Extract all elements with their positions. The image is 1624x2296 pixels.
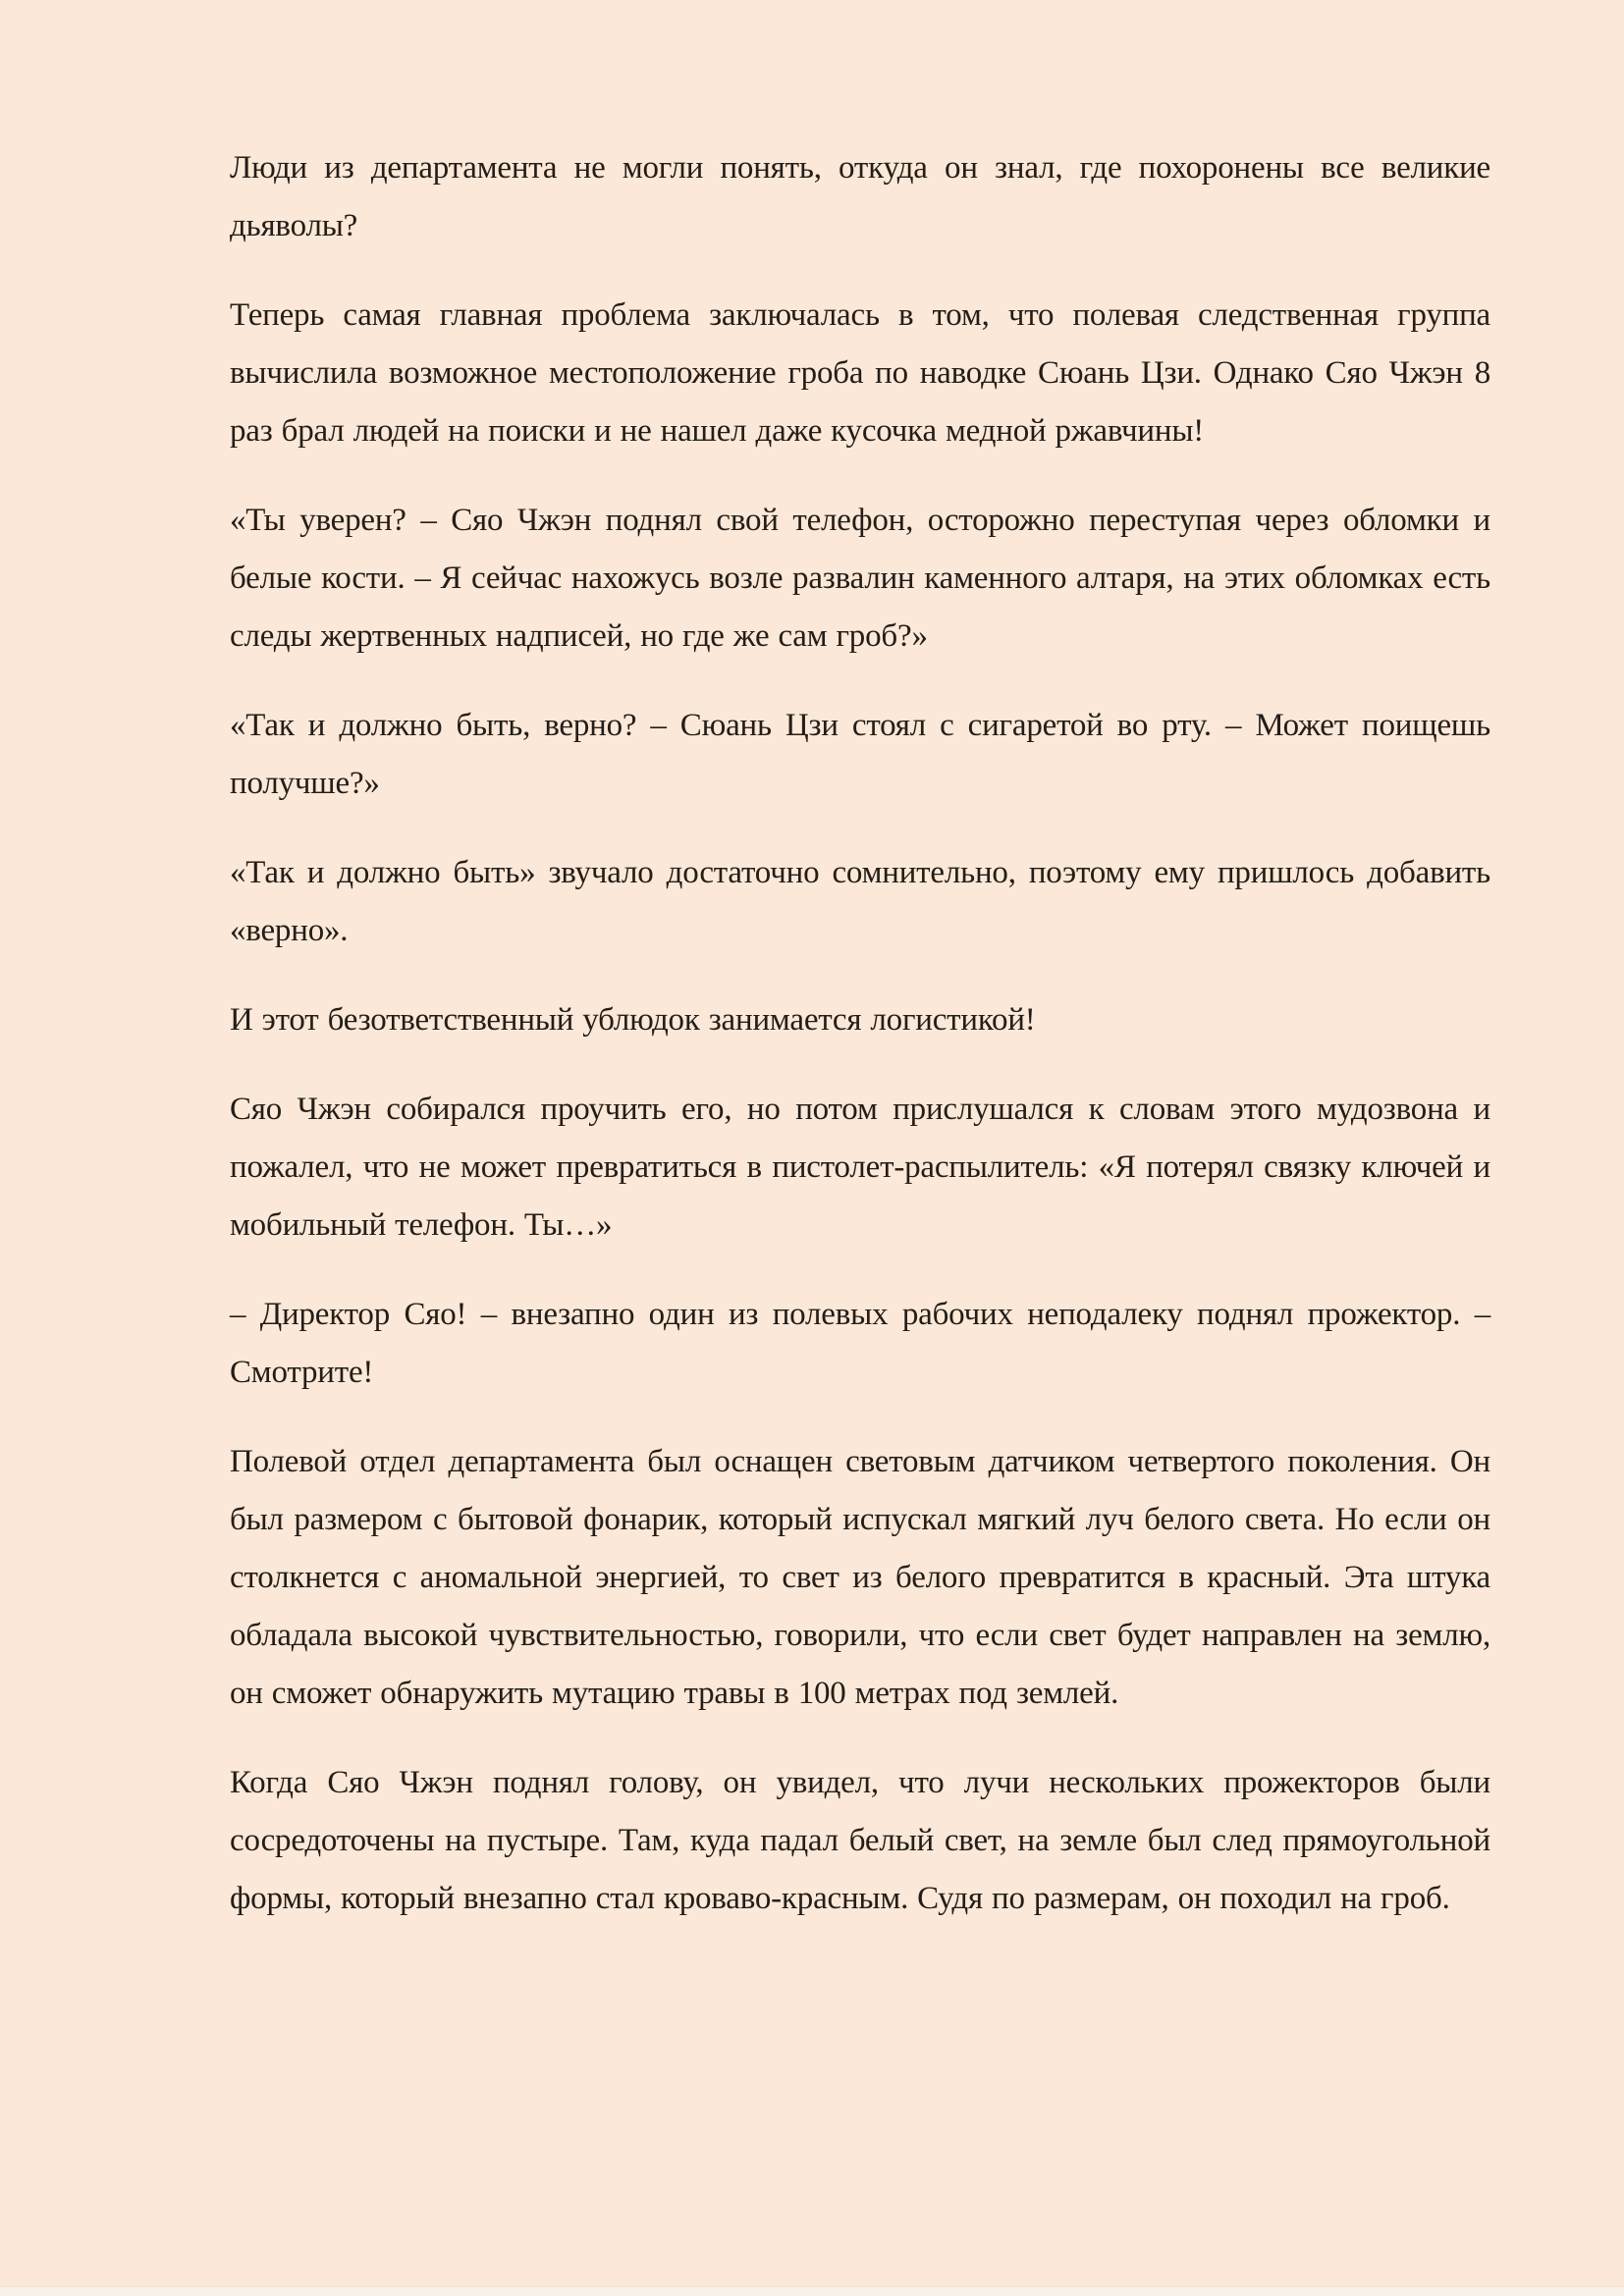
paragraph: – Директор Сяо! – внезапно один из полевых рабочих неподалеку поднял прожектор. – Смотрите! — [230, 1297, 1490, 1390]
paragraph: Полевой отдел департамента был оснащен световым датчиком четвертого поколения. Он был размером с бытовой фонарик, который испускал мягкий луч белого света. Но если он столкнется с аномальной энергией, то свет из белого превратится в красный. Эта штука обладала высокой чувствительностью, говорили, что если свет будет направлен на землю, он сможет обнаружить мутацию травы в 100 метрах под землей. — [230, 1444, 1490, 1711]
paragraph: И этот безответственный ублюдок занимается логистикой! — [230, 1002, 1036, 1038]
page-text — [230, 139, 1490, 1928]
paragraph: Когда Сяо Чжэн поднял голову, он увидел, что лучи нескольких прожекторов были сосредоточены на пустыре. Там, куда падал белый свет, на земле был след прямоугольной формы, который внезапно стал кроваво-красным. Судя по размерам, он походил на гроб. — [230, 1765, 1490, 1916]
page-bottom-edge — [0, 2286, 1624, 2296]
paragraph: Теперь самая главная проблема заключалась в том, что полевая следственная группа вычислила возможное местоположение гроба по наводке Сюань Цзи. Однако Сяо Чжэн 8 раз брал людей на поиски и не нашел даже кусочка медной ржавчины! — [230, 297, 1490, 449]
paragraph: «Так и должно быть, верно? – Сюань Цзи стоял с сигаретой во рту. – Может поищешь получше?» — [230, 708, 1490, 801]
paragraph: «Ты уверен? – Сяо Чжэн поднял свой телефон, осторожно переступая через обломки и белые кости. – Я сейчас нахожусь возле развалин каменного алтаря, на этих обломках есть следы жертвенных надписей, но где же сам гроб?» — [230, 503, 1490, 654]
paragraph: Сяо Чжэн собирался проучить его, но потом прислушался к словам этого мудозвона и пожалел, что не может превратиться в пистолет-распылитель: «Я потерял связку ключей и мобильный телефон. Ты…» — [230, 1092, 1490, 1243]
paragraph: Люди из департамента не могли понять, откуда он знал, где похоронены все великие дьяволы? — [230, 150, 1490, 243]
paragraph: «Так и должно быть» звучало достаточно сомнительно, поэтому ему пришлось добавить «верно». — [230, 855, 1490, 948]
